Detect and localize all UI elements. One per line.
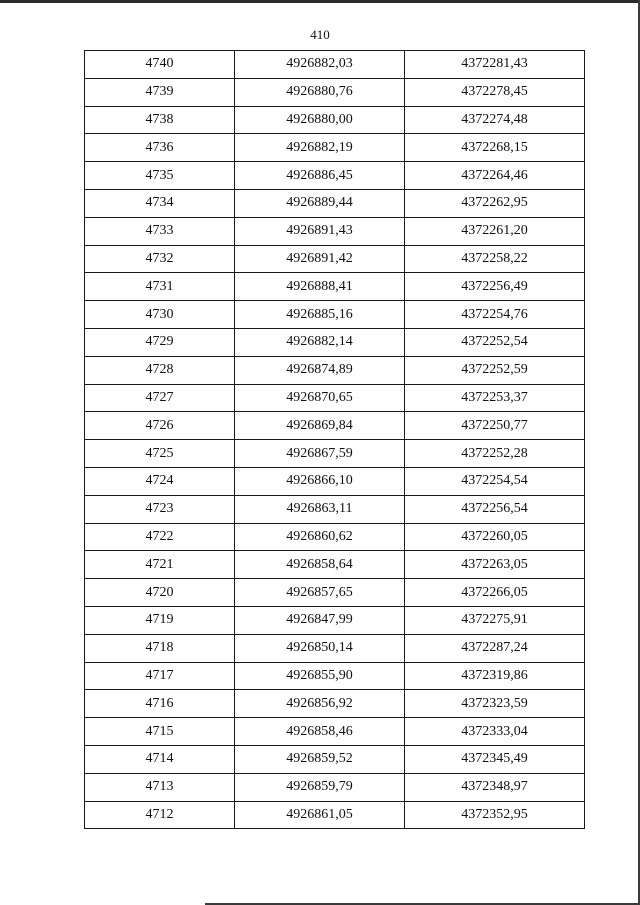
y-coordinate-cell: 4372352,95: [405, 801, 585, 829]
table-row: [85, 467, 585, 495]
point-number-cell: 4733: [85, 217, 235, 245]
point-number-cell: 4729: [85, 328, 235, 356]
point-number-cell: 4740: [85, 51, 235, 79]
point-number-cell: 4731: [85, 273, 235, 301]
table-row: [85, 356, 585, 384]
point-number-cell: 4712: [85, 801, 235, 829]
y-coordinate-cell: 4372256,54: [405, 495, 585, 523]
y-coordinate-cell: 4372345,49: [405, 745, 585, 773]
x-coordinate-cell: 4926858,46: [235, 718, 405, 746]
x-coordinate-cell: 4926867,59: [235, 440, 405, 468]
page-number: 410: [310, 27, 330, 42]
x-coordinate-cell: 4926888,41: [235, 273, 405, 301]
y-coordinate-cell: 4372256,49: [405, 273, 585, 301]
x-coordinate-cell: 4926866,10: [235, 467, 405, 495]
y-coordinate-cell: 4372287,24: [405, 634, 585, 662]
coordinates-table: [84, 50, 585, 829]
point-number-cell: 4738: [85, 106, 235, 134]
table-row: [85, 217, 585, 245]
table-row: [85, 245, 585, 273]
table-row: [85, 162, 585, 190]
y-coordinate-cell: 4372333,04: [405, 718, 585, 746]
x-coordinate-cell: 4926847,99: [235, 606, 405, 634]
point-number-cell: 4723: [85, 495, 235, 523]
point-number-cell: 4714: [85, 745, 235, 773]
table-row: [85, 273, 585, 301]
table-row: [85, 579, 585, 607]
table-row: [85, 301, 585, 329]
y-coordinate-cell: 4372261,20: [405, 217, 585, 245]
x-coordinate-cell: 4926857,65: [235, 579, 405, 607]
table-row: [85, 495, 585, 523]
table-row: [85, 718, 585, 746]
table-row: [85, 51, 585, 79]
table-row: [85, 412, 585, 440]
table-row: [85, 551, 585, 579]
table-row: [85, 384, 585, 412]
x-coordinate-cell: 4926889,44: [235, 189, 405, 217]
x-coordinate-cell: 4926882,14: [235, 328, 405, 356]
x-coordinate-cell: 4926861,05: [235, 801, 405, 829]
y-coordinate-cell: 4372348,97: [405, 773, 585, 801]
y-coordinate-cell: 4372268,15: [405, 134, 585, 162]
point-number-cell: 4720: [85, 579, 235, 607]
x-coordinate-cell: 4926863,11: [235, 495, 405, 523]
y-coordinate-cell: 4372323,59: [405, 690, 585, 718]
point-number-cell: 4730: [85, 301, 235, 329]
y-coordinate-cell: 4372254,54: [405, 467, 585, 495]
x-coordinate-cell: 4926859,52: [235, 745, 405, 773]
point-number-cell: 4726: [85, 412, 235, 440]
point-number-cell: 4713: [85, 773, 235, 801]
point-number-cell: 4732: [85, 245, 235, 273]
x-coordinate-cell: 4926858,64: [235, 551, 405, 579]
x-coordinate-cell: 4926885,16: [235, 301, 405, 329]
y-coordinate-cell: 4372274,48: [405, 106, 585, 134]
y-coordinate-cell: 4372258,22: [405, 245, 585, 273]
y-coordinate-cell: 4372254,76: [405, 301, 585, 329]
point-number-cell: 4734: [85, 189, 235, 217]
point-number-cell: 4718: [85, 634, 235, 662]
x-coordinate-cell: 4926882,19: [235, 134, 405, 162]
x-coordinate-cell: 4926891,43: [235, 217, 405, 245]
x-coordinate-cell: 4926860,62: [235, 523, 405, 551]
y-coordinate-cell: 4372260,05: [405, 523, 585, 551]
y-coordinate-cell: 4372250,77: [405, 412, 585, 440]
y-coordinate-cell: 4372252,59: [405, 356, 585, 384]
table-row: [85, 745, 585, 773]
x-coordinate-cell: 4926880,00: [235, 106, 405, 134]
table-row: [85, 773, 585, 801]
x-coordinate-cell: 4926855,90: [235, 662, 405, 690]
table-row: [85, 606, 585, 634]
scan-edge-top: [0, 0, 640, 3]
table-row: [85, 78, 585, 106]
x-coordinate-cell: 4926850,14: [235, 634, 405, 662]
table-row: [85, 662, 585, 690]
point-number-cell: 4727: [85, 384, 235, 412]
point-number-cell: 4721: [85, 551, 235, 579]
point-number-cell: 4728: [85, 356, 235, 384]
table-row: [85, 189, 585, 217]
y-coordinate-cell: 4372275,91: [405, 606, 585, 634]
x-coordinate-cell: 4926886,45: [235, 162, 405, 190]
y-coordinate-cell: 4372262,95: [405, 189, 585, 217]
point-number-cell: 4716: [85, 690, 235, 718]
table-row: [85, 440, 585, 468]
point-number-cell: 4715: [85, 718, 235, 746]
y-coordinate-cell: 4372278,45: [405, 78, 585, 106]
y-coordinate-cell: 4372264,46: [405, 162, 585, 190]
table-row: [85, 523, 585, 551]
x-coordinate-cell: 4926859,79: [235, 773, 405, 801]
point-number-cell: 4717: [85, 662, 235, 690]
point-number-cell: 4724: [85, 467, 235, 495]
x-coordinate-cell: 4926869,84: [235, 412, 405, 440]
table-row: [85, 634, 585, 662]
y-coordinate-cell: 4372252,54: [405, 328, 585, 356]
y-coordinate-cell: 4372253,37: [405, 384, 585, 412]
x-coordinate-cell: 4926856,92: [235, 690, 405, 718]
x-coordinate-cell: 4926891,42: [235, 245, 405, 273]
table-row: [85, 134, 585, 162]
table-row: [85, 106, 585, 134]
point-number-cell: 4719: [85, 606, 235, 634]
y-coordinate-cell: 4372319,86: [405, 662, 585, 690]
y-coordinate-cell: 4372252,28: [405, 440, 585, 468]
point-number-cell: 4736: [85, 134, 235, 162]
point-number-cell: 4725: [85, 440, 235, 468]
x-coordinate-cell: 4926870,65: [235, 384, 405, 412]
y-coordinate-cell: 4372263,05: [405, 551, 585, 579]
y-coordinate-cell: 4372266,05: [405, 579, 585, 607]
point-number-cell: 4722: [85, 523, 235, 551]
x-coordinate-cell: 4926880,76: [235, 78, 405, 106]
y-coordinate-cell: 4372281,43: [405, 51, 585, 79]
x-coordinate-cell: 4926882,03: [235, 51, 405, 79]
x-coordinate-cell: 4926874,89: [235, 356, 405, 384]
point-number-cell: 4739: [85, 78, 235, 106]
coordinates-table-body: [85, 51, 585, 829]
table-row: [85, 801, 585, 829]
point-number-cell: 4735: [85, 162, 235, 190]
table-row: [85, 328, 585, 356]
table-row: [85, 690, 585, 718]
